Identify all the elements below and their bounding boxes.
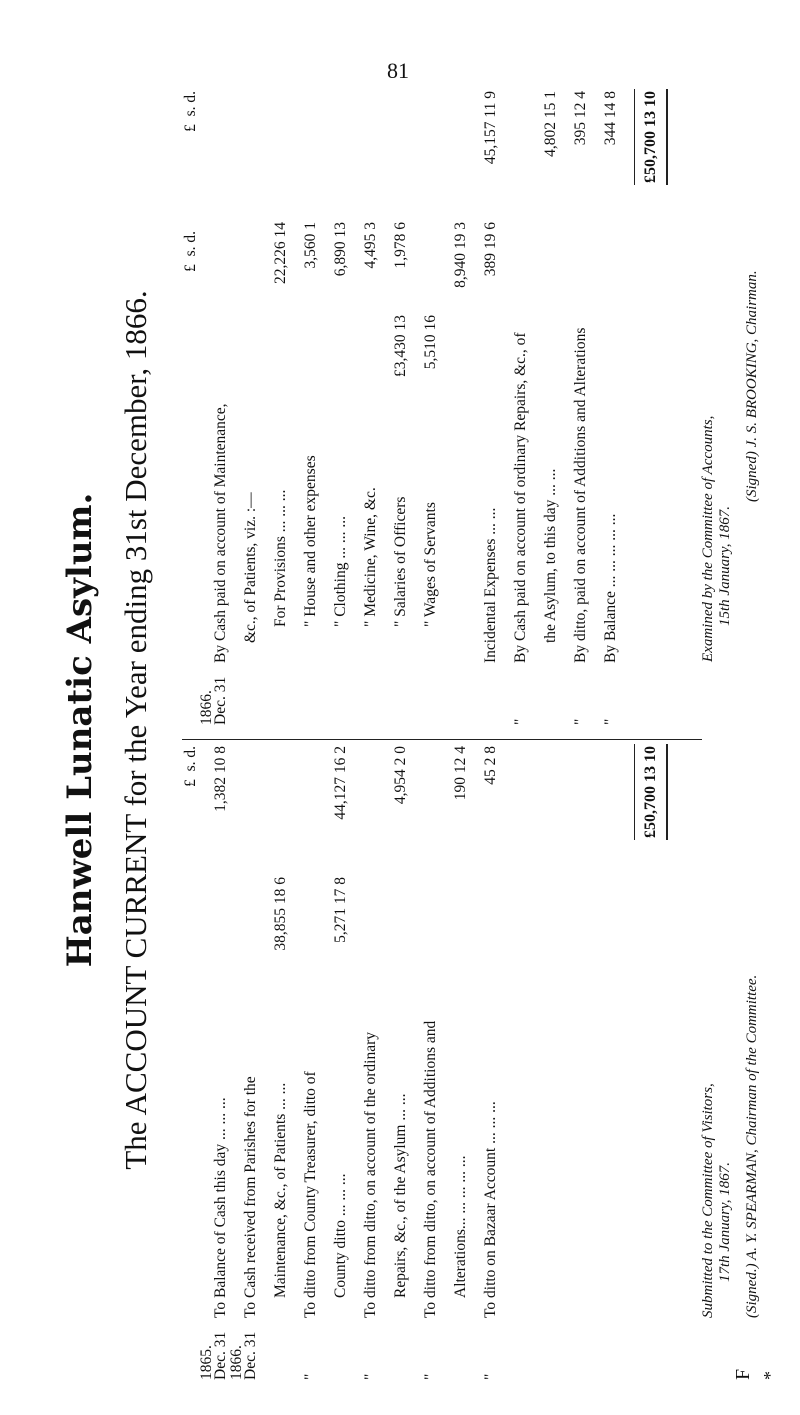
entry-partial-amount: 3,560 1 [302,222,319,269]
lsd-header-outer: £ s. d. [182,91,199,132]
entry-amount: 4,802 15 1 [542,91,559,157]
entry-date: " [572,718,589,725]
entry-text: By Cash paid on account of ordinary Repairs, &c., of [512,332,529,663]
double-rule [666,744,668,840]
entry-amount: 45 2 8 [482,746,499,785]
entry-date: " [362,1373,379,1380]
payments-total: £50,700 13 10 [642,91,659,183]
page-number: 81 [387,58,409,83]
entry-partial-amount: 4,495 3 [362,222,379,269]
printer-signature-mark: F [732,1368,754,1380]
entry-text: " House and other expenses [302,455,319,627]
left-footer-line2: 17th January, 1867. [717,1162,733,1282]
entry-text: To Balance of Cash this day ... ... ... [212,1097,229,1318]
entry-text: Alterations... ... ... ... ... [452,1155,469,1298]
entry-text: " Salaries of Officers [392,496,409,627]
left-footer [700,975,761,1318]
entry-year: 1865. [198,1345,215,1380]
lsd-header: £ s. d. [182,746,199,787]
entry-text: For Provisions ... ... ... [272,489,289,627]
entry-date: " [602,718,619,725]
total-rule [634,89,635,185]
entry-date: " [512,718,529,725]
entry-text: County ditto ... ... ... [332,1173,349,1298]
account-page [60,80,780,1380]
right-footer [700,270,761,662]
entry-date: Dec. 31 [212,1331,229,1380]
right-footer-line1: Examined by the Committee of Accounts, [700,415,716,662]
entry-text: " Medicine, Wine, &c. [362,487,379,627]
right-footer-signature: (Signed) J. S. BROOKING, Chairman. [744,270,760,502]
account-title: The ACCOUNT CURRENT for the Year ending 31st December, 1866. [118,290,153,1170]
entry-partial-amount: 389 19 6 [482,222,499,277]
entry-amount: 45,157 11 9 [482,91,499,165]
entry-text: To ditto on Bazaar Account ... ... ... [482,1101,499,1318]
left-footer-signature: (Signed.) A. Y. SPEARMAN, Chairman of the Committee. [744,974,760,1318]
entry-text: " Wages of Servants [422,502,439,627]
entry-year: 1866. [198,690,215,725]
entry-text: Incidental Expenses ... ... [482,507,499,663]
entry-text: " Clothing ... ... ... [332,516,349,627]
header [60,80,170,1380]
entry-text: To ditto from County Treasurer, ditto of [302,1071,319,1318]
entry-partial-amount: 38,855 18 6 [272,877,289,951]
entry-text: Maintenance, &c., of Patients ... ... [272,1082,289,1298]
receipts-total: £50,700 13 10 [642,746,659,838]
entry-amount: 395 12 4 [572,91,589,146]
right-footer-line2: 15th January, 1867. [717,506,733,626]
entry-partial-amount: 6,890 13 [332,222,349,277]
entry-subamount: £3,430 13 [392,315,409,377]
entry-amount: 190 12 4 [452,746,469,801]
entry-amount: 344 14 8 [602,91,619,146]
entry-partial-amount: 8,940 19 3 [452,222,469,288]
entry-date: Dec. 31 [212,676,229,725]
lsd-header-inner: £ s. d. [182,231,199,272]
payments-column [182,85,702,725]
total-rule [634,744,635,840]
entry-date: " [482,1373,499,1380]
entry-subamount: 5,510 16 [422,315,439,370]
institution-title: Hanwell Lunatic Asylum. [60,492,100,968]
entry-amount: 4,954 2 0 [392,746,409,805]
entry-text: the Asylum, to this day ... ... [542,468,559,643]
left-footer-line1: Submitted to the Committee of Visitors, [700,1083,716,1318]
entry-partial-amount: 22,226 14 [272,222,289,284]
entry-text: To Cash received from Parishes for the [242,1076,259,1318]
entry-text: By ditto, paid on account of Additions and Alterations [572,327,589,663]
entry-date: " [422,1373,439,1380]
entry-text: By Cash paid on account of Maintenance, [212,403,229,663]
entry-text: To ditto from ditto, on account of the ordinary [362,1031,379,1318]
entry-partial-amount: 5,271 17 8 [332,877,349,943]
receipts-column [182,739,702,1380]
entry-year: 1866. [228,1345,245,1380]
entry-date: Dec. 31 [242,1331,259,1380]
asterisk-mark: * [760,1371,780,1380]
entry-text: By Balance ... ... ... ... ... [602,513,619,663]
entry-partial-amount: 1,978 6 [392,222,409,269]
entry-text: To ditto from ditto, on account of Additions and [422,1020,439,1318]
entry-text: &c., of Patients, viz. :— [242,492,259,643]
entry-text: Repairs, &c., of the Asylum ... ... [392,1093,409,1298]
entry-amount: 44,127 16 2 [332,746,349,820]
entry-amount: 1,382 10 8 [212,746,229,812]
double-rule [666,89,668,185]
entry-date: " [302,1373,319,1380]
